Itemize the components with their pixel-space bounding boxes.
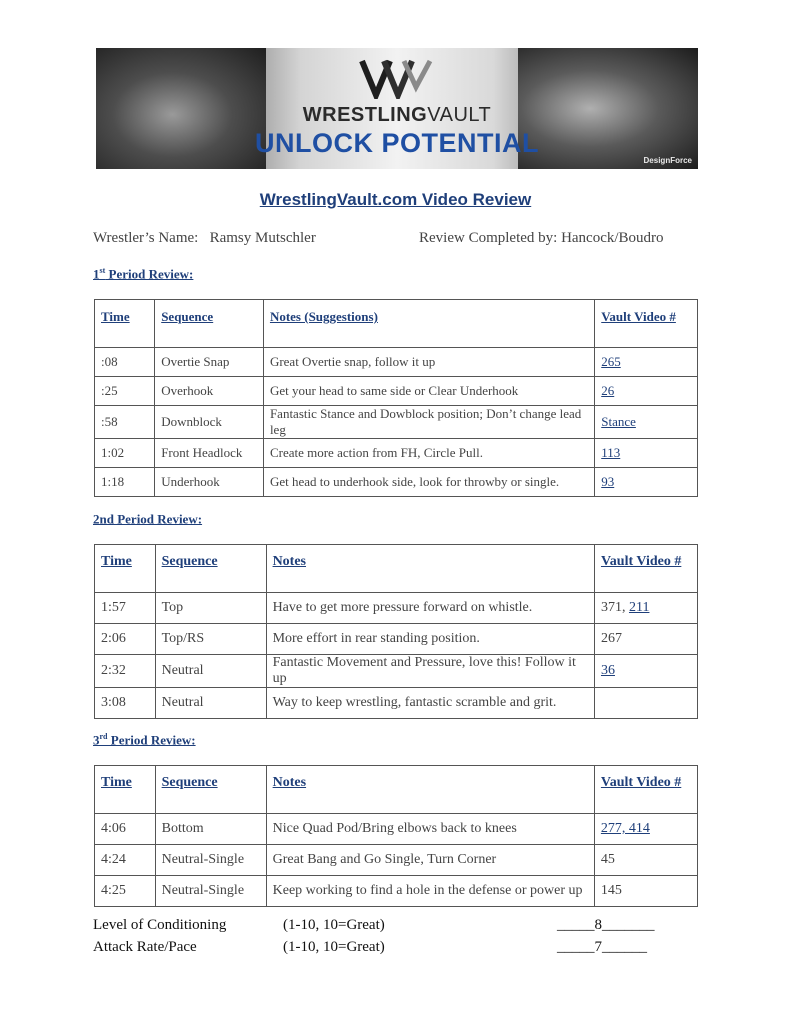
cell-video xyxy=(595,439,698,468)
time-text: 1:18 xyxy=(101,474,125,489)
sequence-text: Top/RS xyxy=(161,631,205,646)
cell-notes xyxy=(266,624,594,655)
column-header-label: Time xyxy=(101,775,132,790)
cell-video xyxy=(594,624,697,655)
column-header-label: Notes (Suggestions) xyxy=(269,309,378,324)
video-number: 267 xyxy=(600,631,622,646)
table-row xyxy=(95,624,698,655)
vault-video-link[interactable]: 93 xyxy=(601,474,615,489)
sequence-text: Downblock xyxy=(161,414,222,429)
cell-notes xyxy=(263,377,594,406)
notes-text: Nice Quad Pod/Bring elbows back to knees xyxy=(272,821,517,836)
column-header xyxy=(266,766,594,814)
video-number: 45 xyxy=(600,852,615,867)
time-text: 3:08 xyxy=(101,695,126,710)
cell-time xyxy=(95,593,156,624)
time-text: 4:24 xyxy=(101,852,126,867)
cell-time xyxy=(95,377,155,406)
column-header-label: Vault Video # xyxy=(601,309,676,324)
wrestler-label: Wrestler’s Name: xyxy=(93,230,199,246)
sequence-text: Neutral-Single xyxy=(161,852,245,867)
cell-video xyxy=(594,845,697,876)
cell-sequence xyxy=(155,688,266,719)
cell-video xyxy=(595,348,698,377)
cell-notes xyxy=(266,688,594,719)
cell-sequence xyxy=(155,439,264,468)
reviewer-name: Hancock/Boudro xyxy=(561,230,664,246)
rating-label-attack-rate: Attack Rate/Pace xyxy=(93,939,197,955)
vault-video-link[interactable]: 26 xyxy=(601,383,615,398)
wrestler-info xyxy=(93,230,316,247)
cell-sequence xyxy=(155,348,264,377)
vault-video-link[interactable]: 265 xyxy=(601,354,621,369)
cell-video xyxy=(594,814,697,845)
video-number: 145 xyxy=(600,883,622,898)
vault-video-link[interactable]: 36 xyxy=(600,663,615,678)
period-1-heading: 1st Period Review: xyxy=(93,266,194,282)
sequence-text: Overhook xyxy=(161,383,214,398)
reviewer-label: Review Completed by: xyxy=(419,230,558,246)
designer-credit: DesignForce xyxy=(643,156,692,165)
wrestlingvault-logo-icon xyxy=(358,57,434,99)
sequence-text: Neutral xyxy=(161,663,204,678)
notes-text: Great Bang and Go Single, Turn Corner xyxy=(272,852,497,867)
cell-notes xyxy=(266,876,594,907)
column-header-label: Time xyxy=(101,554,132,569)
cell-notes xyxy=(263,406,594,439)
cell-notes xyxy=(266,814,594,845)
brand-name xyxy=(96,104,698,127)
table-header-row xyxy=(95,300,698,348)
column-header xyxy=(95,766,156,814)
notes-text: Get head to underhook side, look for throwby or single. xyxy=(269,474,560,489)
column-header xyxy=(263,300,594,348)
cell-video xyxy=(594,593,697,624)
cell-sequence xyxy=(155,876,266,907)
cell-time xyxy=(95,845,156,876)
cell-video xyxy=(595,468,698,497)
column-header xyxy=(95,300,155,348)
time-text: :25 xyxy=(101,383,118,398)
cell-video xyxy=(594,655,697,688)
table-header-row xyxy=(95,545,698,593)
table-header-row xyxy=(95,766,698,814)
table-row xyxy=(95,814,698,845)
notes-text: Great Overtie snap, follow it up xyxy=(269,354,436,369)
period-3-table xyxy=(94,765,698,907)
table-row xyxy=(95,468,698,497)
column-header xyxy=(155,545,266,593)
cell-notes xyxy=(266,593,594,624)
cell-notes xyxy=(263,468,594,497)
notes-text: Fantastic Stance and Dowblock position; Don’t change lead leg xyxy=(269,406,582,437)
sequence-text: Neutral-Single xyxy=(161,883,245,898)
time-text: 4:06 xyxy=(101,821,126,836)
column-header xyxy=(595,300,698,348)
cell-video xyxy=(594,876,697,907)
column-header-label: Vault Video # xyxy=(600,775,682,790)
column-header-label: Time xyxy=(101,309,130,324)
sequence-text: Overtie Snap xyxy=(161,354,230,369)
sequence-text: Top xyxy=(161,600,184,615)
rating-label-conditioning: Level of Conditioning xyxy=(93,917,227,933)
cell-time xyxy=(95,624,156,655)
table-row xyxy=(95,876,698,907)
time-text: 1:57 xyxy=(101,600,126,615)
column-header-label: Sequence xyxy=(161,309,214,324)
notes-text: Way to keep wrestling, fantastic scramble and grit. xyxy=(272,695,557,710)
cell-time xyxy=(95,348,155,377)
cell-sequence xyxy=(155,468,264,497)
cell-sequence xyxy=(155,624,266,655)
cell-time xyxy=(95,439,155,468)
time-text: :08 xyxy=(101,354,118,369)
vault-video-link[interactable]: 113 xyxy=(601,445,621,460)
period-1-table xyxy=(94,299,698,497)
reviewer-info xyxy=(419,230,664,247)
cell-time xyxy=(95,688,156,719)
cell-sequence xyxy=(155,845,266,876)
tagline: UNLOCK POTENTIAL xyxy=(255,128,539,158)
cell-sequence xyxy=(155,406,264,439)
rating-scale-conditioning: (1-10, 10=Great) xyxy=(283,917,385,933)
notes-text: Fantastic Movement and Pressure, love this! Follow it up xyxy=(272,655,576,686)
cell-time xyxy=(95,814,156,845)
document-title: WrestlingVault.com Video Review xyxy=(259,190,532,209)
time-text: 2:06 xyxy=(101,631,126,646)
table-row xyxy=(95,406,698,439)
vault-video-link[interactable]: Stance xyxy=(601,414,636,429)
wrestler-name: Ramsy Mutschler xyxy=(209,230,316,246)
rating-value-attack-rate: _____7______ xyxy=(557,939,647,955)
video-number: 371, xyxy=(600,600,629,615)
sequence-text: Neutral xyxy=(161,695,204,710)
cell-notes xyxy=(266,845,594,876)
rating-value-conditioning: _____8_______ xyxy=(557,917,655,933)
table-row xyxy=(95,845,698,876)
time-text: :58 xyxy=(101,414,118,429)
column-header xyxy=(266,545,594,593)
cell-sequence xyxy=(155,814,266,845)
time-text: 2:32 xyxy=(101,663,126,678)
cell-notes xyxy=(263,348,594,377)
time-text: 1:02 xyxy=(101,445,125,460)
column-header-label: Sequence xyxy=(161,554,218,569)
column-header-label: Vault Video # xyxy=(600,554,682,569)
column-header xyxy=(594,545,697,593)
rating-scale-attack-rate: (1-10, 10=Great) xyxy=(283,939,385,955)
notes-text: Keep working to find a hole in the defense or power up xyxy=(272,883,583,898)
cell-notes xyxy=(263,439,594,468)
cell-sequence xyxy=(155,593,266,624)
cell-time xyxy=(95,655,156,688)
time-text: 4:25 xyxy=(101,883,126,898)
cell-time xyxy=(95,876,156,907)
column-header xyxy=(155,766,266,814)
cell-video xyxy=(595,406,698,439)
table-row xyxy=(95,688,698,719)
header-banner xyxy=(96,48,698,169)
vault-video-link[interactable]: 211 xyxy=(628,600,650,615)
sequence-text: Bottom xyxy=(161,821,204,836)
period-2-table xyxy=(94,544,698,719)
notes-text: More effort in rear standing position. xyxy=(272,631,480,646)
table-row xyxy=(95,377,698,406)
notes-text: Create more action from FH, Circle Pull. xyxy=(269,445,483,460)
notes-text: Get your head to same side or Clear Underhook xyxy=(269,383,519,398)
column-header-label: Notes xyxy=(272,775,307,790)
cell-sequence xyxy=(155,377,264,406)
notes-text: Have to get more pressure forward on whistle. xyxy=(272,600,533,615)
table-row xyxy=(95,655,698,688)
period-3-heading: 3rd Period Review: xyxy=(93,732,196,748)
column-header xyxy=(594,766,697,814)
cell-notes xyxy=(266,655,594,688)
sequence-text: Front Headlock xyxy=(161,445,243,460)
cell-time xyxy=(95,406,155,439)
cell-sequence xyxy=(155,655,266,688)
cell-video xyxy=(595,377,698,406)
column-header xyxy=(155,300,264,348)
table-row xyxy=(95,593,698,624)
period-2-heading: 2nd Period Review: xyxy=(93,511,203,527)
table-row xyxy=(95,439,698,468)
brand-bold: WRESTLING xyxy=(302,104,428,126)
sequence-text: Underhook xyxy=(161,474,220,489)
column-header-label: Notes xyxy=(272,554,306,569)
column-header xyxy=(95,545,156,593)
brand-thin: VAULT xyxy=(427,104,492,126)
cell-time xyxy=(95,468,155,497)
cell-video xyxy=(594,688,697,719)
column-header-label: Sequence xyxy=(161,775,218,790)
table-row xyxy=(95,348,698,377)
vault-video-link[interactable]: 277, 414 xyxy=(600,821,650,836)
